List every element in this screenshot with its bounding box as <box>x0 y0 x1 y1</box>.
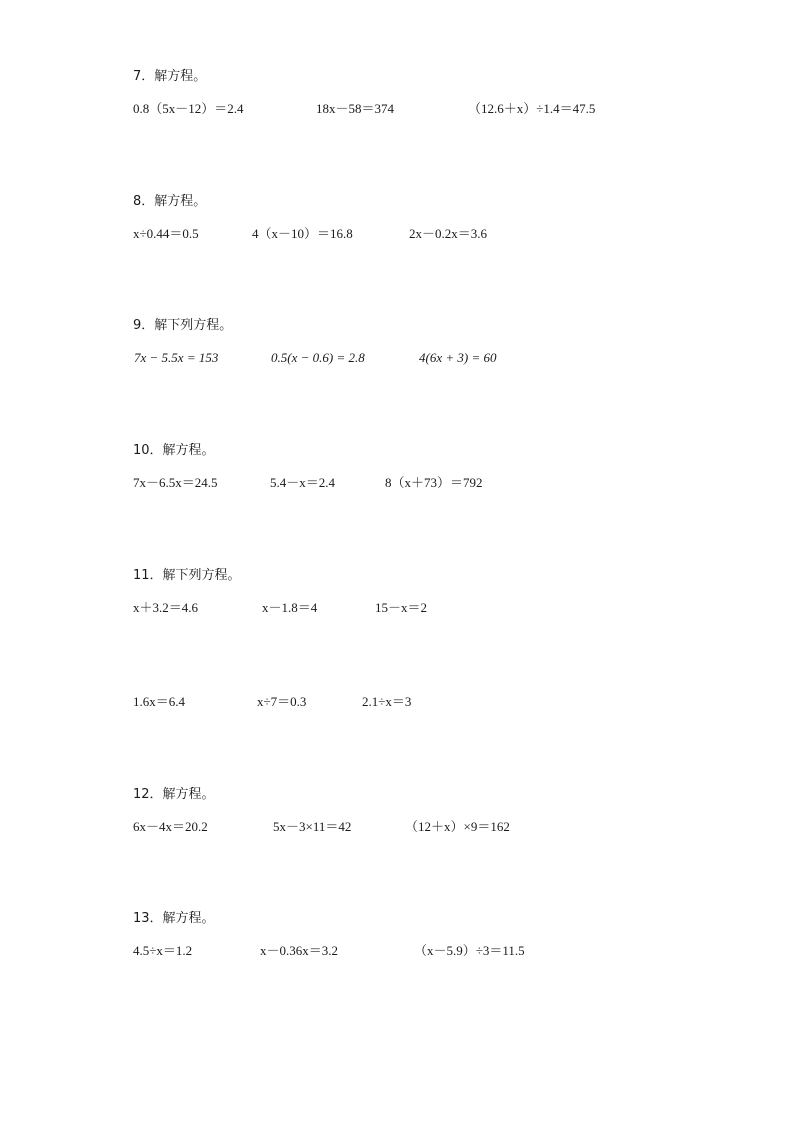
equation: 18x－58＝374 <box>316 101 395 116</box>
equation: 7x－6.5x＝24.5 <box>133 475 218 490</box>
equation-row <box>133 472 753 494</box>
problem-title: 8．解方程。 <box>133 194 207 209</box>
problem-13 <box>133 910 753 962</box>
equation: 5.4－x＝2.4 <box>270 475 336 490</box>
equation: 1.6x＝6.4 <box>133 694 186 709</box>
equation: 15－x＝2 <box>375 600 428 615</box>
problem-11 <box>133 567 753 713</box>
problem-10 <box>133 442 753 494</box>
problem-title: 10．解方程。 <box>133 443 215 458</box>
equation: x÷7＝0.3 <box>257 694 307 709</box>
equation: x＋3.2＝4.6 <box>133 600 199 615</box>
equation: （x－5.9）÷3＝11.5 <box>414 943 525 958</box>
equation: 4（x－10）＝16.8 <box>252 226 353 241</box>
problem-9 <box>133 317 753 369</box>
problem-title: 11．解下列方程。 <box>133 568 241 583</box>
equation: x÷0.44＝0.5 <box>133 226 199 241</box>
equation-row <box>133 98 753 120</box>
equation-row <box>133 223 753 245</box>
problem-8 <box>133 193 753 245</box>
problem-title: 12．解方程。 <box>133 787 215 802</box>
problem-7 <box>133 68 753 120</box>
equation: 2x－0.2x＝3.6 <box>409 226 488 241</box>
equation-row <box>133 347 753 369</box>
equation: 0.5(x − 0.6) = 2.8 <box>271 350 365 365</box>
equation: 0.8（5x－12）＝2.4 <box>133 101 244 116</box>
equation: 2.1÷x＝3 <box>362 694 412 709</box>
equation: 4.5÷x＝1.2 <box>133 943 193 958</box>
problem-title: 7．解方程。 <box>133 69 207 84</box>
problem-title: 9．解下列方程。 <box>133 318 233 333</box>
equation: （12.6＋x）÷1.4＝47.5 <box>468 101 596 116</box>
equation: 7x − 5.5x = 153 <box>134 350 219 365</box>
equation-row <box>133 816 753 838</box>
equation: x－1.8＝4 <box>262 600 318 615</box>
equation: （12＋x）×9＝162 <box>405 819 510 834</box>
problem-title: 13．解方程。 <box>133 911 215 926</box>
equation-row <box>133 940 753 962</box>
equation-row <box>133 597 753 619</box>
equation: 8（x＋73）＝792 <box>385 475 483 490</box>
equation: 5x－3×11＝42 <box>273 819 352 834</box>
problem-12 <box>133 786 753 838</box>
equation: 6x－4x＝20.2 <box>133 819 208 834</box>
equation: 4(6x + 3) = 60 <box>419 350 497 365</box>
equation: x－0.36x＝3.2 <box>260 943 339 958</box>
equation-row <box>133 691 753 713</box>
